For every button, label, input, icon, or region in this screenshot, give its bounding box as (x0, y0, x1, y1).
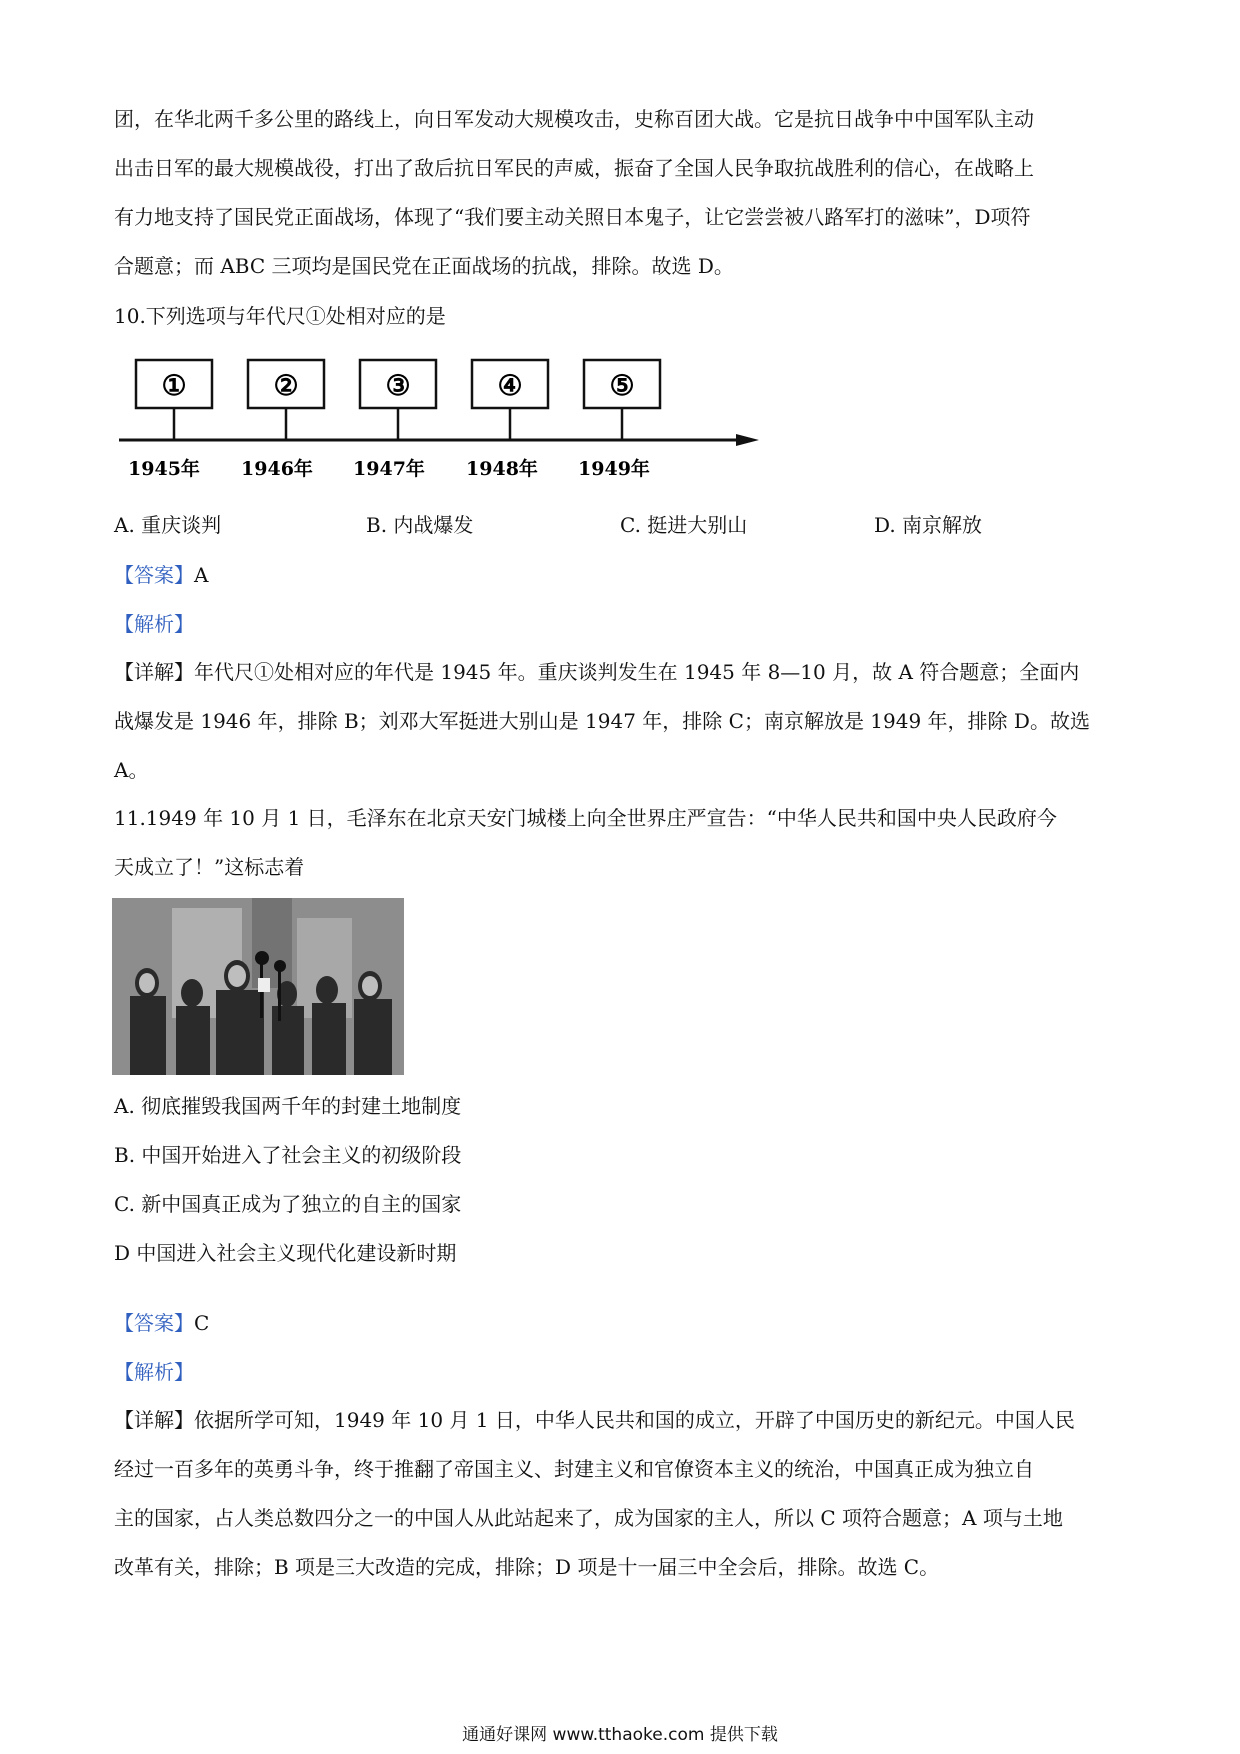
text-line: 主的国家，占人类总数四分之一的中国人从此站起来了，成为国家的主人，所以 C 项符合题意；A 项与土地 (114, 1506, 1063, 1530)
text-line: A。 (114, 758, 149, 782)
text-line: 有力地支持了国民党正面战场，体现了“我们要主动关照日本鬼子，让它尝尝被八路军打的滋味”，D项符 (114, 205, 1031, 229)
text-line: 合题意；而 ABC 三项均是国民党在正面战场的抗战，排除。故选 D。 (114, 254, 734, 278)
text-line: 改革有关，排除；B 项是三大改造的完成，排除；D 项是十一届三中全会后，排除。故选 C。 (114, 1555, 940, 1579)
option-d: D. 南京解放 (874, 513, 983, 537)
detail-text: 依据所学可知，1949 年 10 月 1 日，中华人民共和国的成立，开辟了中国历史的新纪元。中国人民 (194, 1408, 1075, 1432)
year-label: 1947年 (353, 458, 425, 480)
box-label: ② (273, 369, 299, 402)
arrow-head-icon (736, 434, 759, 446)
option-a: A. 重庆谈判 (114, 513, 222, 537)
q11-option-a: A. 彻底摧毁我国两千年的封建土地制度 (114, 1094, 462, 1118)
text-line: 天成立了！”这标志着 (114, 855, 305, 879)
text-line: 出击日军的最大规模战役，打出了敌后抗日军民的声威，振奋了全国人民争取抗战胜利的信心，在战略上 (114, 156, 1034, 180)
answer-tag: 【答案】 (114, 1311, 194, 1335)
timeline-box-5 (584, 360, 660, 440)
timeline-box-3 (360, 360, 436, 440)
q9-explanation-continued (114, 95, 1129, 291)
answer-value: C (194, 1311, 210, 1335)
q11-detail (114, 1396, 1129, 1592)
page-footer: 通通好课网 www.tthaoke.com 提供下载 (462, 1725, 778, 1745)
timeline-box-4 (472, 360, 548, 440)
box-label: ④ (497, 369, 523, 402)
timeline-box-1 (136, 360, 212, 440)
text-line (114, 648, 1129, 697)
answer-tag: 【答案】 (114, 563, 194, 587)
year-label: 1945年 (128, 458, 200, 480)
answer-value: A (194, 563, 209, 587)
year-label: 1946年 (241, 458, 313, 480)
box-label: ① (161, 369, 187, 402)
detail-tag: 【详解】 (114, 660, 194, 684)
text-line: 团，在华北两千多公里的路线上，向日军发动大规模攻击，史称百团大战。它是抗日战争中中国军队主动 (114, 107, 1034, 131)
detail-tag: 【详解】 (114, 1408, 194, 1432)
q11-option-c: C. 新中国真正成为了独立的自主的国家 (114, 1192, 462, 1216)
timeline-diagram (114, 355, 764, 495)
q10-analysis-tag: 【解析】 (114, 612, 194, 636)
q11-option-d: D 中国进入社会主义现代化建设新时期 (114, 1241, 457, 1265)
text-line: 战爆发是 1946 年，排除 B；刘邓大军挺进大别山是 1947 年，排除 C；南京解放是 1949 年，排除 D。故选 (114, 709, 1090, 733)
q11-option-b: B. 中国开始进入了社会主义的初级阶段 (114, 1143, 462, 1167)
timeline-box-2 (248, 360, 324, 440)
year-label: 1948年 (466, 458, 538, 480)
option-c: C. 挺进大别山 (620, 513, 748, 537)
q11-analysis-tag: 【解析】 (114, 1360, 194, 1384)
q10-stem: 10.下列选项与年代尺①处相对应的是 (114, 304, 446, 328)
box-label: ③ (385, 369, 411, 402)
q10-answer (114, 555, 208, 595)
q11-answer (114, 1303, 209, 1343)
text-line (114, 1396, 1129, 1445)
box-label: ⑤ (609, 369, 635, 402)
q10-options (114, 505, 1129, 545)
detail-text: 年代尺①处相对应的年代是 1945 年。重庆谈判发生在 1945 年 8—10 月，故 A 符合题意；全面内 (194, 660, 1080, 684)
photo-illustration (112, 898, 404, 1075)
founding-ceremony-photo (112, 898, 404, 1075)
q11-stem (114, 794, 1129, 892)
q10-detail (114, 648, 1129, 795)
option-b: B. 内战爆发 (366, 513, 474, 537)
year-label: 1949年 (578, 458, 650, 480)
text-line: 经过一百多年的英勇斗争，终于推翻了帝国主义、封建主义和官僚资本主义的统治，中国真正成为独立自 (114, 1457, 1034, 1481)
text-line: 11.1949 年 10 月 1 日，毛泽东在北京天安门城楼上向全世界庄严宣告：“中华人民共和国中央人民政府今 (114, 806, 1057, 830)
